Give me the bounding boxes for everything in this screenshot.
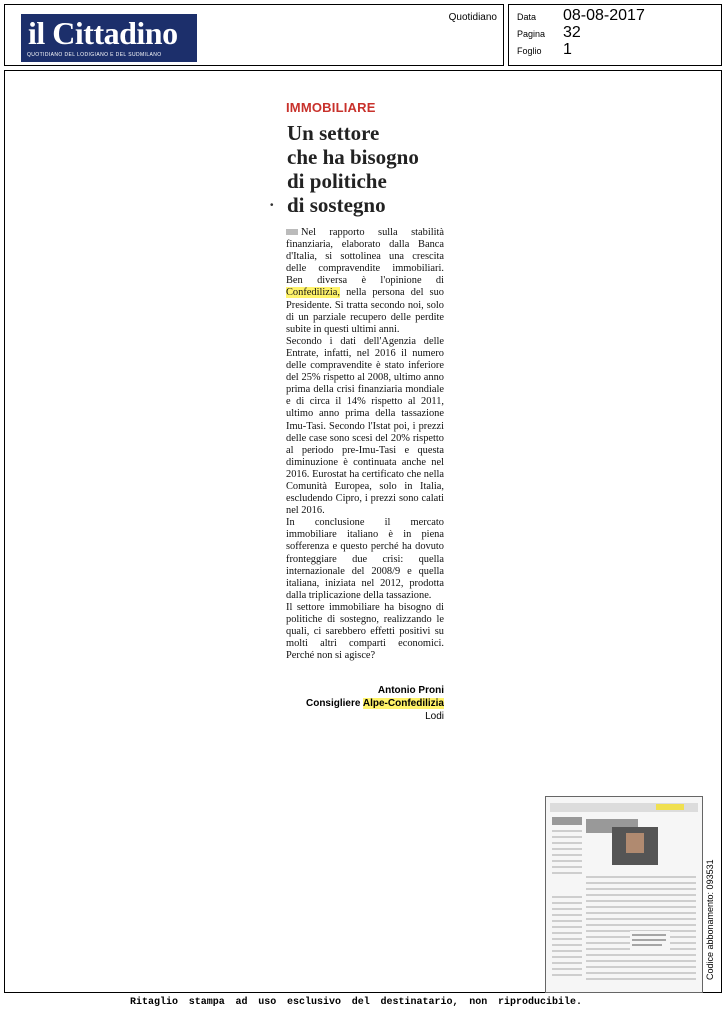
paragraph: In conclusione il mercato immobiliare italiano è in piena sofferenza e questo perché ha dovuto fronteggiare due crisi: quella internazionale del 2008/9 e quella italiana, iniziata nel 2012, prodotta dalla triplicazione della tassazione. bbox=[286, 517, 444, 601]
meta-date-value: 08-08-2017 bbox=[563, 7, 645, 24]
meta-sheet-value: 1 bbox=[563, 41, 572, 58]
page-thumbnail bbox=[545, 796, 703, 993]
headline-line: che ha bisogno bbox=[287, 145, 419, 169]
meta-date-label: Data bbox=[517, 12, 537, 22]
article-body bbox=[286, 227, 444, 662]
thumbnail-drawing bbox=[546, 797, 702, 992]
paragraph: Secondo i dati dell'Agenzia delle Entrate, infatti, nel 2016 il numero delle compravendite è stato inferiore del 25% rispetto al 2008, ultimo anno prima della crisi finanziaria mondiale e di circa il 14% rispetto al 2011, ultimo anno prima della tassazione Imu-Tasi. Secondo l'Istat poi, i prezzi delle case sono scesi del 20% rispetto al periodo pre-Imu-Tasi e questa diminuzione è continuata anche nel 2016. Eurostat ha certificato che nella Comunità Europea, solo in Italia, escludendo Cipro, i prezzi sono calati nel 2016. bbox=[286, 335, 444, 517]
paragraph: Nel rapporto sulla stabilità finanziaria, elaborato dalla Banca d'Italia, si sottolinea una crescita delle compravendite immobiliari. Ben diversa è l'opinione di Confedilizia, nella persona del suo Presidente. Si tratta secondo noi, solo di un parziale recupero delle perdite subite in questi ultimi anni. bbox=[286, 227, 444, 335]
highlight-confedilizia: Confedilizia, bbox=[286, 287, 340, 299]
signature bbox=[286, 684, 444, 723]
headline-line: di sostegno bbox=[287, 193, 386, 217]
highlight-alpe-confedilizia: Alpe-Confedilizia bbox=[362, 698, 444, 709]
meta-page-value: 32 bbox=[563, 24, 581, 41]
logo-subtitle: QUOTIDIANO DEL LODIGIANO E DEL SUDMILANO bbox=[27, 52, 162, 58]
article-header bbox=[286, 100, 444, 217]
author-place: Lodi bbox=[425, 711, 444, 722]
publication-type: Quotidiano bbox=[448, 12, 497, 23]
meta-date bbox=[517, 7, 645, 25]
footer-notice: Ritaglio stampa ad uso esclusivo del destinatario, non riproducibile. bbox=[130, 997, 582, 1008]
subscription-code-text: Codice abbonamento: 093531 bbox=[705, 859, 715, 980]
meta-sheet bbox=[517, 41, 572, 59]
article-kicker: IMMOBILIARE bbox=[286, 100, 376, 115]
subscription-code bbox=[705, 859, 719, 980]
meta-sheet-label: Foglio bbox=[517, 46, 542, 56]
newspaper-logo bbox=[21, 14, 197, 62]
header-meta-box bbox=[508, 4, 722, 66]
logo-title: il Cittadino bbox=[28, 15, 178, 51]
paragraph: Il settore immobiliare ha bisogno di politiche di sostegno, realizzando le quali, ci sarebbero effetti positivi su molti altri comparti economici. Perché non si agisce? bbox=[286, 601, 444, 662]
meta-page bbox=[517, 24, 581, 42]
headline-line: di politiche bbox=[287, 169, 387, 193]
scan-mark: • bbox=[270, 200, 274, 211]
header-left-box bbox=[4, 4, 504, 66]
author-name: Antonio Proni bbox=[377, 685, 444, 696]
headline-line: Un settore bbox=[287, 121, 380, 145]
paragraph-start-mark bbox=[286, 229, 298, 235]
author-role: Consigliere Alpe-Confedilizia bbox=[305, 698, 444, 709]
article-headline bbox=[287, 121, 444, 217]
meta-page-label: Pagina bbox=[517, 29, 546, 39]
